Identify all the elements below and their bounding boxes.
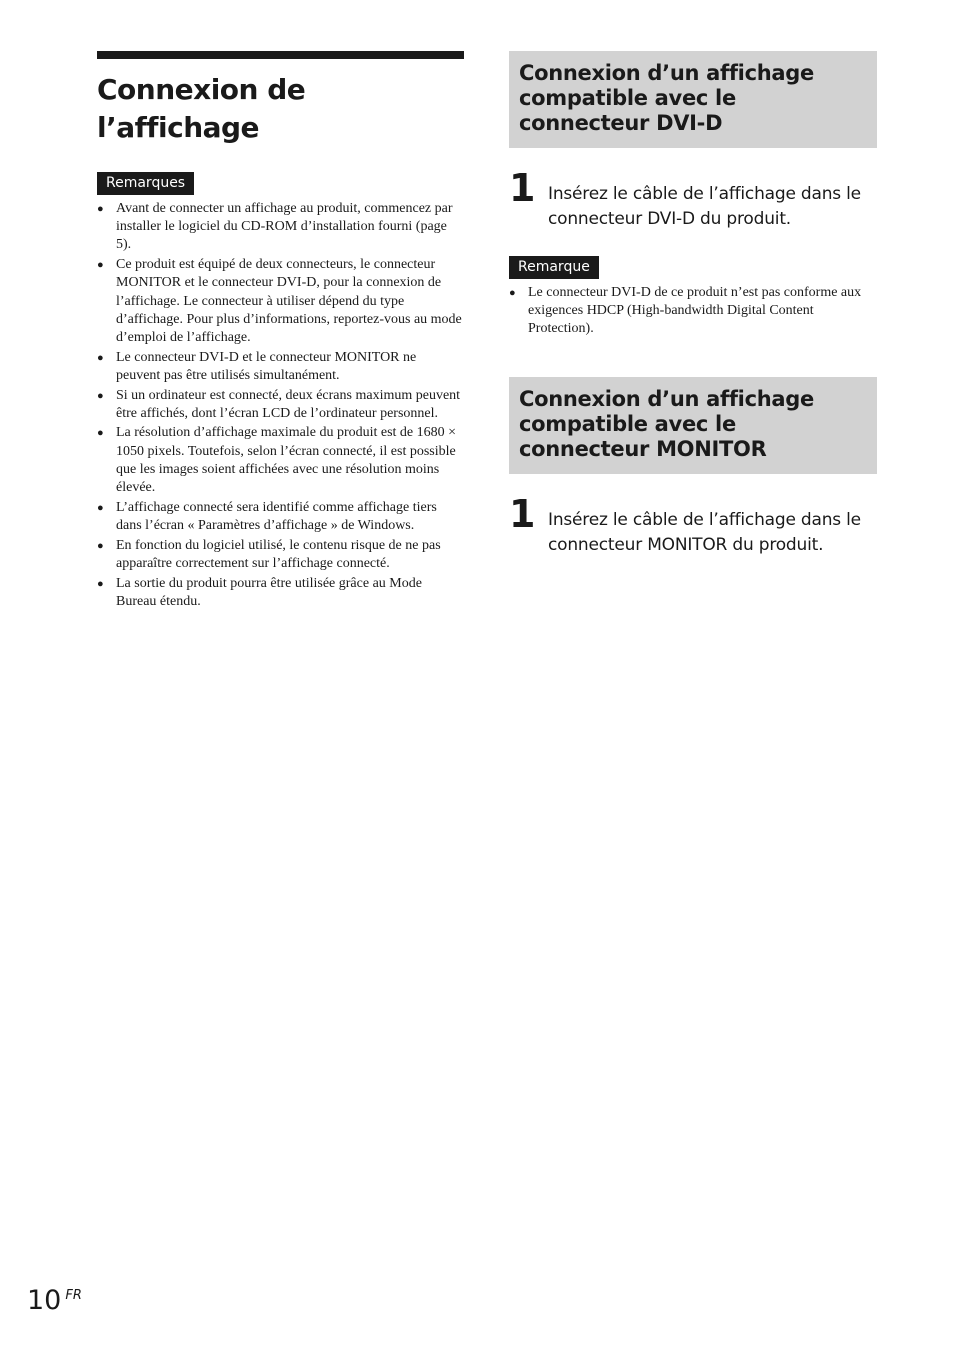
bullet-icon: ● xyxy=(97,259,104,272)
right-column xyxy=(509,51,877,560)
bullet-icon: ● xyxy=(97,351,104,364)
list-item xyxy=(97,424,464,497)
note-text: Avant de connecter un affichage au produit, commencez par installer le logiciel du CD-ROM d’installation fourni (page 5). xyxy=(116,201,453,253)
note-text: L’affichage connecté sera identifié comme affichage tiers dans l’écran « Paramètres d’affichage » de Windows. xyxy=(116,499,437,533)
list-item xyxy=(97,387,464,423)
bullet-icon: ● xyxy=(97,539,104,552)
list-item xyxy=(97,575,464,611)
note-text: Le connecteur DVI-D de ce produit n’est pas conforme aux exigences HDCP (High-bandwidth Digital Content Protection). xyxy=(528,285,862,337)
bullet-icon: ● xyxy=(97,577,104,590)
step-text: Insérez le câble de l’affichage dans le connecteur MONITOR du produit. xyxy=(548,509,861,555)
note-text: En fonction du logiciel utilisé, le contenu risque de ne pas apparaître correctement sur l’affichage connecté. xyxy=(116,537,441,571)
page-number: 10 xyxy=(27,1285,62,1316)
list-item xyxy=(97,499,464,535)
title-rule xyxy=(97,51,464,59)
note-label: Remarque xyxy=(509,256,599,279)
bullet-icon: ● xyxy=(509,287,516,299)
step-number: 1 xyxy=(509,491,536,536)
dvi-d-notes-list xyxy=(509,284,877,339)
section-heading-monitor: Connexion d’un affichage compatible avec le connecteur MONITOR xyxy=(509,377,877,474)
list-item xyxy=(97,200,464,255)
step-number: 1 xyxy=(509,166,536,210)
page-footer xyxy=(27,1285,82,1316)
left-column xyxy=(97,51,464,612)
notes-list xyxy=(97,200,464,611)
list-item xyxy=(97,256,464,347)
bullet-icon: ● xyxy=(97,427,104,440)
note-text: La résolution d’affichage maximale du produit est de 1680 × 1050 pixels. Toutefois, selon l’écran connecté, il est possible que les images soient affichées avec une résolution moins élevée. xyxy=(116,425,457,496)
note-text: La sortie du produit pourra être utilisée grâce au Mode Bureau étendu. xyxy=(116,575,422,609)
list-item xyxy=(97,349,464,385)
notes-label: Remarques xyxy=(97,172,194,195)
step-text: Insérez le câble de l’affichage dans le connecteur DVI-D du produit. xyxy=(548,184,861,229)
bullet-icon: ● xyxy=(97,389,104,402)
page-title: Connexion de l’affichage xyxy=(97,73,306,144)
bullet-icon: ● xyxy=(97,203,104,215)
language-code: FR xyxy=(65,1288,82,1303)
section-heading-dvi-d: Connexion d’un affichage compatible avec le connecteur DVI-D xyxy=(509,51,877,148)
note-text: Le connecteur DVI-D et le connecteur MONITOR ne peuvent pas être utilisés simultanément. xyxy=(116,349,417,383)
bullet-icon: ● xyxy=(97,501,104,514)
list-item xyxy=(509,284,877,339)
note-text: Si un ordinateur est connecté, deux écrans maximum peuvent être affichés, dont l’écran LCD de l’ordinateur personnel. xyxy=(116,387,461,421)
step-monitor xyxy=(509,491,877,560)
step-dvi-d xyxy=(509,166,877,234)
note-text: Ce produit est équipé de deux connecteurs, le connecteur MONITOR et le connecteur DVI-D, pour la connexion de l’affichage. Le connecteur à utiliser dépend du type d’affichage. Pour plus d’informations, reportez-vous au mode d’emploi de l’affichage. xyxy=(116,257,462,345)
list-item xyxy=(97,537,464,573)
